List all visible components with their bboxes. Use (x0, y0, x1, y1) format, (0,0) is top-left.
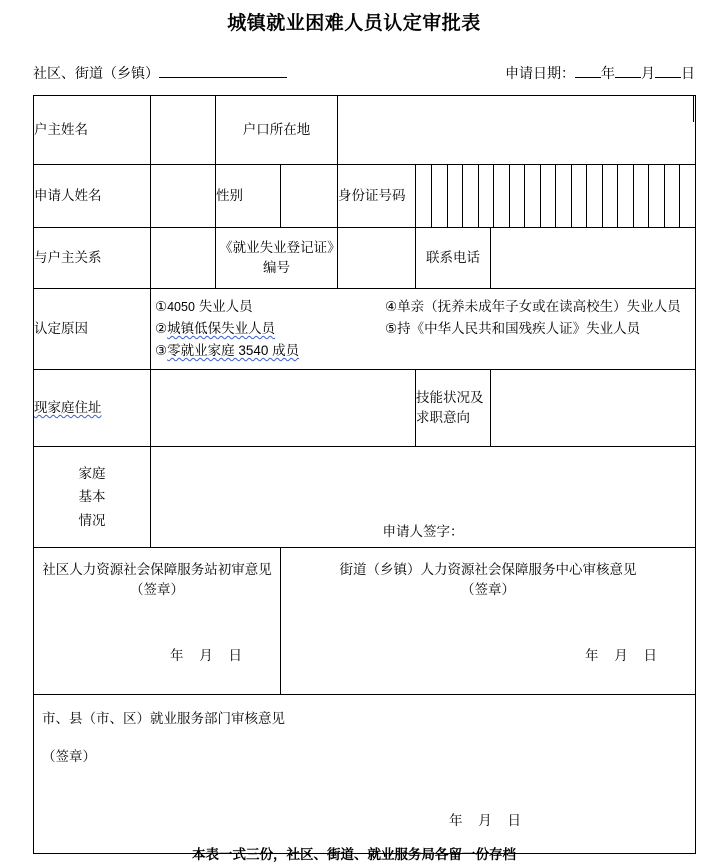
date-year-blank[interactable] (575, 64, 601, 78)
community-opinion-box[interactable] (34, 548, 280, 694)
reason-marker: ⑤ (385, 320, 398, 336)
reason-marker: ② (155, 320, 168, 336)
reason-marker: ① (155, 298, 168, 314)
reason-item[interactable] (155, 297, 385, 317)
id-box[interactable] (509, 165, 525, 227)
employment-cert-label: 《就业失业登记证》编号 (216, 228, 338, 289)
gender-value[interactable] (281, 165, 338, 228)
id-box[interactable] (525, 165, 541, 227)
reason-text: 失业人员 (198, 298, 253, 314)
family-info-label (34, 447, 151, 548)
reason-label: 认定原因 (34, 289, 151, 370)
id-box[interactable] (447, 165, 463, 227)
id-box[interactable] (618, 165, 634, 227)
family-info-label-line3: 情况 (78, 512, 106, 528)
id-box[interactable] (649, 165, 665, 227)
table-row-family (34, 447, 696, 548)
applicant-name-value[interactable] (151, 165, 216, 228)
final-opinion-title: 市、县（市、区）就业服务部门审核意见 (42, 711, 285, 726)
skills-intent-value[interactable] (491, 370, 696, 447)
street-opinion-date: 年 月 日 (585, 648, 664, 664)
reason-text: 城镇低保失业人员 (167, 320, 276, 336)
id-box[interactable] (664, 165, 680, 227)
family-info-label-line2: 基本 (78, 489, 106, 505)
current-address-label-text: 现家庭住址 (34, 400, 102, 416)
relation-value[interactable] (151, 228, 216, 289)
householder-name-value[interactable] (151, 96, 216, 165)
header-line (33, 63, 695, 87)
date-month-unit: 月 (641, 65, 655, 81)
current-address-value[interactable] (151, 370, 416, 447)
relation-label: 与户主关系 (34, 228, 151, 289)
reason-number: 4050 (167, 299, 195, 314)
table-row-relation (34, 228, 696, 289)
id-box[interactable] (416, 165, 432, 227)
application-date-field[interactable] (505, 63, 695, 83)
family-info-label-stack (34, 462, 150, 533)
current-address-label (34, 370, 151, 447)
page-title: 城镇就业困难人员认定审批表 (227, 13, 481, 34)
reason-item[interactable] (155, 341, 385, 361)
skills-intent-label-line2: 求职意向 (416, 410, 470, 425)
reason-item[interactable] (385, 319, 693, 339)
final-opinion-box[interactable] (34, 695, 695, 853)
householder-name-label: 户主姓名 (34, 96, 151, 165)
id-box[interactable] (556, 165, 572, 227)
table-row-opinions (34, 548, 696, 695)
reason-marker: ③ (155, 343, 168, 359)
gender-label: 性别 (216, 165, 281, 228)
id-box[interactable] (587, 165, 603, 227)
final-opinion-date: 年 月 日 (449, 813, 528, 829)
reason-text: 单亲（抚养未成年子女或在读高校生）失业人员 (397, 298, 681, 314)
id-box[interactable] (633, 165, 649, 227)
street-opinion-seal: （签章） (461, 582, 515, 598)
table-row-applicant (34, 165, 696, 228)
date-day-blank[interactable] (655, 64, 681, 78)
skills-intent-label (416, 370, 491, 447)
reason-item[interactable] (385, 297, 693, 317)
id-box[interactable] (540, 165, 556, 227)
id-box[interactable] (602, 165, 618, 227)
community-street-blank[interactable] (159, 64, 287, 78)
footer-note: 本表一式三份，社区、街道、就业服务局各留一份存档 (192, 847, 516, 862)
reasons-cell (151, 289, 696, 370)
street-opinion-title: 街道（乡镇）人力资源社会保障服务中心审核意见 (339, 562, 637, 577)
community-opinion-seal: （签章） (130, 582, 184, 598)
registered-residence-label: 户口所在地 (216, 96, 338, 165)
community-opinion-date: 年 月 日 (169, 648, 248, 664)
application-date-label: 申请日期： (505, 65, 575, 81)
reason-item[interactable] (155, 319, 385, 339)
id-box[interactable] (680, 165, 696, 227)
date-day-unit: 日 (681, 65, 695, 81)
family-info-label-line1: 家庭 (78, 465, 106, 481)
id-box[interactable] (432, 165, 448, 227)
id-box[interactable] (494, 165, 510, 227)
final-opinion-cell[interactable] (34, 695, 696, 854)
reason-text: 零就业家庭 3540 成员 (167, 343, 300, 359)
employment-cert-value[interactable] (338, 228, 416, 289)
street-opinion-box[interactable] (281, 548, 695, 694)
community-street-label: 社区、街道（乡镇） (33, 65, 159, 81)
id-box[interactable] (478, 165, 494, 227)
reasons-column-right (385, 297, 693, 362)
approval-form-table (33, 95, 696, 854)
id-box[interactable] (571, 165, 587, 227)
community-street-field[interactable] (33, 63, 287, 83)
id-number-boxes[interactable] (416, 165, 695, 227)
id-number-grid-cell[interactable] (416, 165, 696, 228)
applicant-name-label: 申请人姓名 (34, 165, 151, 228)
community-opinion-title: 社区人力资源社会保障服务站初审意见 (42, 562, 272, 577)
phone-value[interactable] (491, 228, 696, 289)
reasons-list (151, 291, 695, 368)
family-info-value[interactable] (151, 447, 695, 547)
table-row-final-opinion (34, 695, 696, 854)
date-month-blank[interactable] (615, 64, 641, 78)
skills-intent-label-line1: 技能状况及 (416, 390, 484, 406)
id-number-grid[interactable] (416, 165, 695, 227)
id-box[interactable] (463, 165, 479, 227)
final-opinion-seal: （签章） (42, 748, 96, 764)
reason-text: 持《中华人民共和国残疾人证》失业人员 (397, 320, 641, 336)
street-opinion-cell[interactable] (281, 548, 696, 695)
date-year-unit: 年 (601, 65, 615, 81)
phone-label: 联系电话 (416, 228, 491, 289)
table-row-address (34, 370, 696, 447)
id-number-label: 身份证号码 (338, 165, 416, 228)
reason-marker: ④ (385, 298, 398, 314)
registered-residence-value[interactable] (338, 96, 696, 165)
reasons-column-left (155, 297, 385, 362)
table-row-reasons (34, 289, 696, 370)
family-info-cell[interactable] (151, 447, 696, 548)
table-row-householder (34, 96, 696, 165)
applicant-signature-label: 申请人签字： (382, 524, 464, 540)
community-opinion-cell[interactable] (34, 548, 281, 695)
